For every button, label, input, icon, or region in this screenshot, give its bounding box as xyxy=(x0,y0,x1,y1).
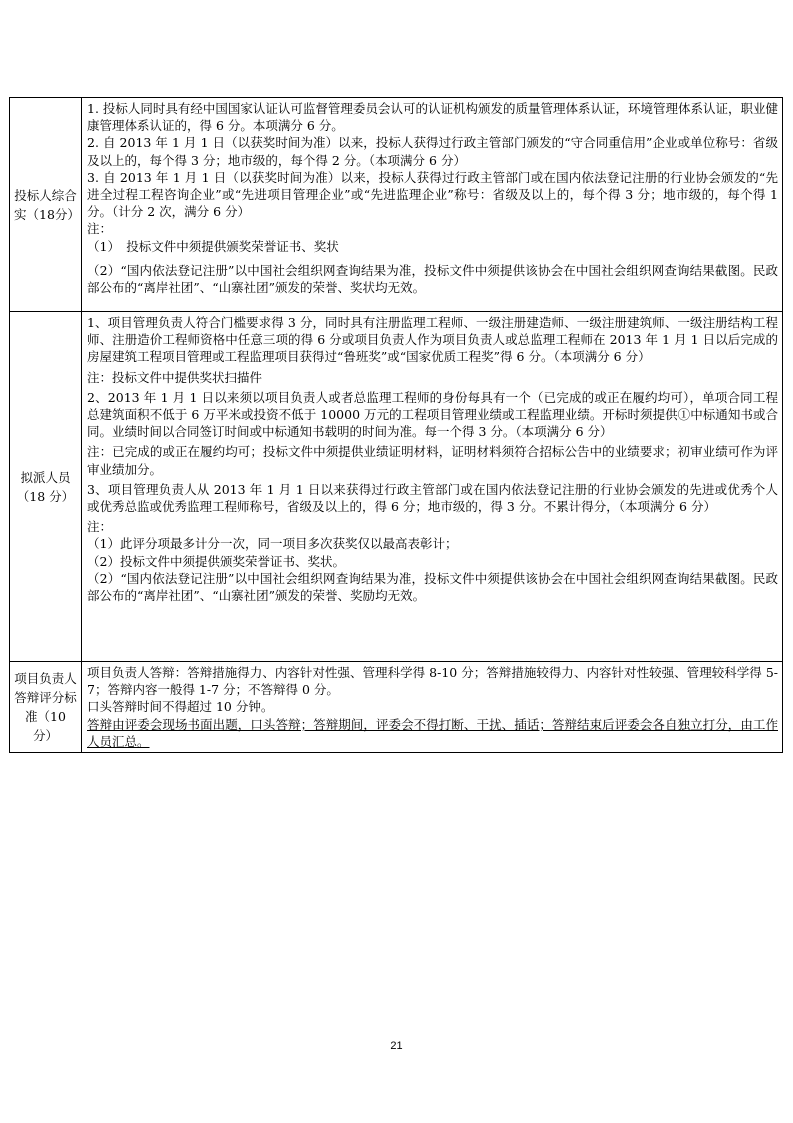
scoring-table xyxy=(9,97,783,753)
table-row-personnel xyxy=(10,312,783,662)
row-label: 拟派人员（18 分） xyxy=(16,469,75,504)
criterion-text: 3、项目管理负责人从 2013 年 1 月 1 日以来获得过行政主管部门或在国内依法登记注册的行业协会颁发的先进或优秀个人或优秀总监或优秀监理工程师称号，省级及以上的，得 6 分；地市级的，得 3 分。不累计得分，（本项满分 6 分） xyxy=(87,481,778,515)
row-label-cell xyxy=(10,312,82,662)
note-item: （2）“国内依法登记注册”以中国社会组织网查询结果为准，投标文件中须提供该协会在中国社会组织网查询结果截图。民政部公布的“离岸社团”、“山寨社团”颁发的荣誉、奖状均无效。 xyxy=(87,262,778,296)
note-item: （1） 投标文件中须提供颁奖荣誉证书、奖状 xyxy=(87,238,339,254)
table-row-defense xyxy=(10,662,783,753)
note-text: 注：已完成的或正在履约均可；投标文件中须提供业绩证明材料，证明材料须符合招标公告中的业绩要求；初审业绩可作为评审业绩加分。 xyxy=(87,444,778,477)
row-label-cell xyxy=(10,98,82,312)
note-text: 注：投标文件中提供奖状扫描件 xyxy=(87,369,263,385)
row-label-cell xyxy=(10,662,82,753)
note-item: （2）“国内依法登记注册”以中国社会组织网查询结果为准，投标文件中须提供该协会在中国社会组织网查询结果截图。民政部公布的“离岸社团”、“山寨社团”颁发的荣誉、奖励均无效。 xyxy=(87,570,778,604)
criterion-text: 口头答辩时间不得超过 10 分钟。 xyxy=(87,699,274,715)
row-content-cell xyxy=(82,98,783,312)
row-label: 项目负责人答辩评分标准（10 分） xyxy=(14,671,77,743)
row-content-cell xyxy=(82,312,783,662)
criterion-text: 答辩由评委会现场书面出题，口头答辩；答辩期间，评委会不得打断、干扰、插话；答辩结束后评委会各自独立打分，由工作人员汇总。 xyxy=(87,716,778,749)
note-item: （2）投标文件中须提供颁奖荣誉证书、奖状。 xyxy=(87,553,345,569)
criterion-text: 1. 投标人同时具有经中国国家认证认可监督管理委员会认可的认证机构颁发的质量管理体系认证，环境管理体系认证，职业健康管理体系认证的，得 6 分。本项满分 6 分。 xyxy=(87,101,778,134)
table-row-company-strength xyxy=(10,98,783,312)
note-heading: 注： xyxy=(87,221,113,237)
criterion-text: 1、项目管理负责人符合门槛要求得 3 分，同时具有注册监理工程师、一级注册建造师、一级注册建筑师、一级注册结构工程师、注册造价工程师资格中任意三项的得 6 分或项目负责人作为项目负责人或总监理工程师在 2013 年 1 月 1 日以后完成的房屋建筑工程项目管理或工程监理项目获得过“鲁班奖”或“国家优质工程奖”得 6 分。（本项满分 6 分） xyxy=(87,315,778,365)
criterion-text: 2、2013 年 1 月 1 日以来须以项目负责人或者总监理工程师的身份每具有一个（已完成的或正在履约均可），单项合同工程总建筑面积不低于 6 万平米或投资不低于 10000 万元的工程项目管理业绩或工程监理业绩。开标时须提供①中标通知书或合同。业绩时间以合同签订时间或中标通知书载明的时间为准。每一个得 3 分。（本项满分 6 分） xyxy=(87,389,778,440)
criterion-text: 3. 自 2013 年 1 月 1 日（以获奖时间为准）以来，投标人获得过行政主管部门或在国内依法登记注册的行业协会颁发的“先进全过程工程咨询企业”或“先进项目管理企业”或“先进监理企业”称号：省级及以上的，每个得 3 分；地市级的，每个得 1 分。（计分 2 次，满分 6 分） xyxy=(87,169,778,220)
row-label: 投标人综合实（18分） xyxy=(14,187,80,222)
criterion-text: 项目负责人答辩：答辩措施得力、内容针对性强、管理科学得 8-10 分；答辩措施较得力、内容针对性较强、管理较科学得 5-7；答辩内容一般得 1-7 分；不答辩得 0 分。 xyxy=(87,665,778,698)
note-item: （1）此评分项最多计分一次，同一项目多次获奖仅以最高表彰计； xyxy=(87,536,458,552)
page-number: 21 xyxy=(390,1040,403,1052)
criterion-text: 2. 自 2013 年 1 月 1 日（以获奖时间为准）以来，投标人获得过行政主管部门颁发的“守合同重信用”企业或单位称号：省级及以上的，每个得 3 分；地市级的，每个得 2 分。（本项满分 6 分） xyxy=(87,135,778,168)
note-heading: 注： xyxy=(87,519,113,535)
row-content-cell xyxy=(82,662,783,753)
